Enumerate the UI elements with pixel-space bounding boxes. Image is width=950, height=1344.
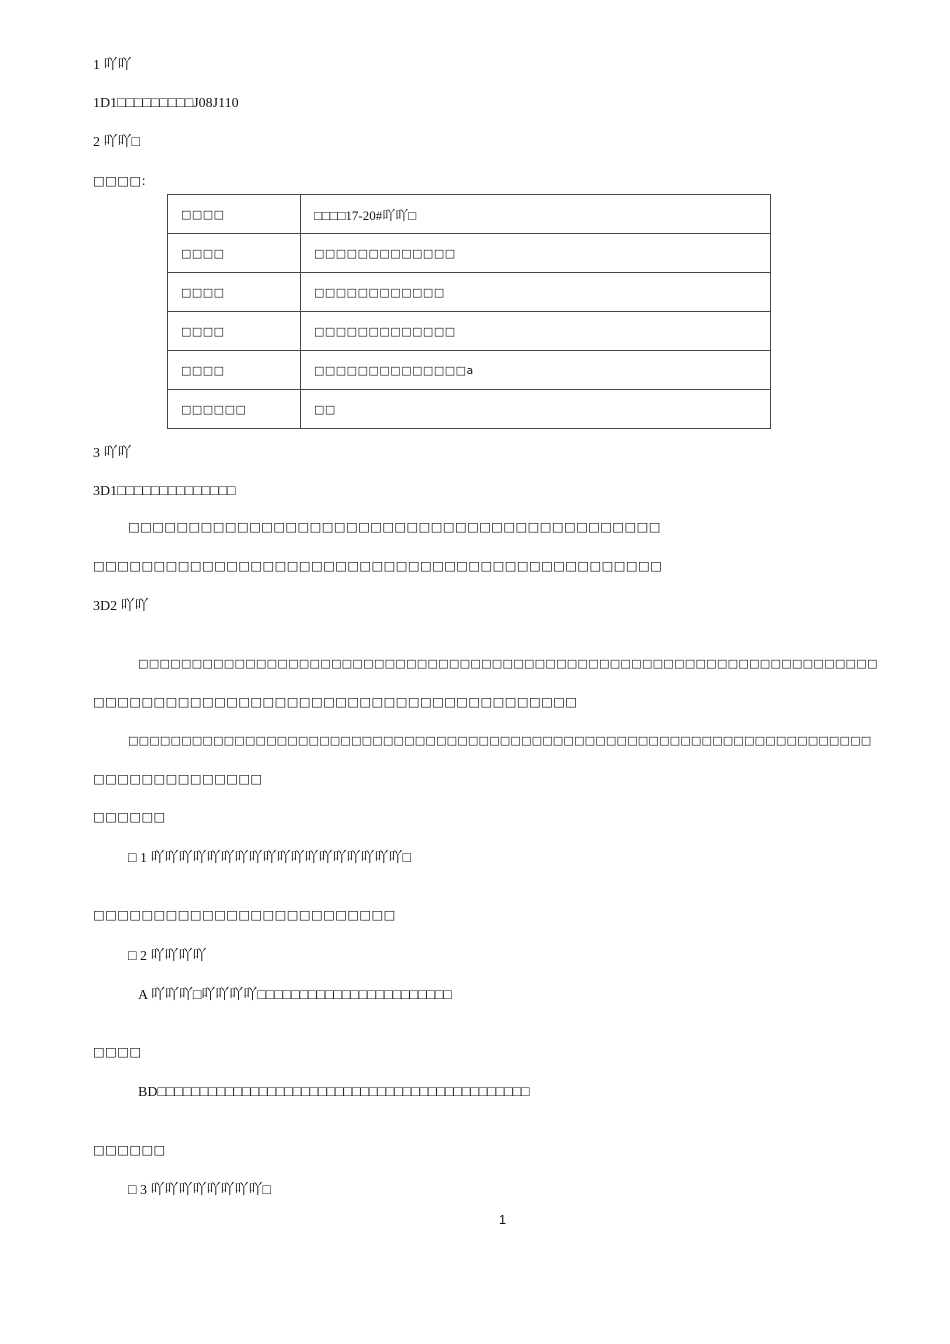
table-row	[168, 351, 771, 390]
table-key-cell: □□□□	[168, 312, 301, 351]
spec-table	[167, 194, 771, 429]
table-value-cell: □□	[301, 390, 771, 429]
table-value-cell: □□□□□□□□□□□□	[301, 273, 771, 312]
heading-1-1: 1D1□□□□□□□□□J08J110	[93, 96, 239, 111]
table-row	[168, 273, 771, 312]
table-row	[168, 390, 771, 429]
table-key-cell: □□□□	[168, 195, 301, 234]
paragraph-line: □□□□□□□□□□□□□□	[93, 771, 263, 786]
page-number: 1	[498, 1212, 507, 1227]
table-key-cell: □□□□	[168, 273, 301, 312]
heading-2: 2 吖吖□	[93, 135, 140, 150]
heading-3-2: 3D2 吖吖	[93, 599, 149, 614]
list-item: □ 2 吖吖吖吖	[128, 949, 207, 964]
table-intro: □□□□:	[93, 173, 146, 188]
table-key-cell: □□□□□□	[168, 390, 301, 429]
paragraph-line: □□□□□□□□□□□□□□□□□□□□□□□□□□□□□□□□□□□□□□□□□□□□□□□	[93, 558, 663, 573]
list-item: □ 1 吖吖吖吖吖吖吖吖吖吖吖吖吖吖吖吖吖吖□	[128, 851, 411, 866]
table-row	[168, 234, 771, 273]
paragraph-line: □□□□□□□□□□□□□□□□□□□□□□□□□□□□□□□□□□□□□□□□	[93, 694, 578, 709]
table-key-cell: □□□□	[168, 234, 301, 273]
paragraph-line: □□□□□□□□□□□□□□□□□□□□□□□□□□□□□□□□□□□□□□□□□□□□□□□□□□□□□□□□□□□□□□□□□□□□□	[138, 657, 878, 670]
list-subitem-continuation: □□□□	[93, 1044, 142, 1059]
list-subitem: A 吖吖吖□吖吖吖吖□□□□□□□□□□□□□□□□□□□□□□□	[138, 988, 452, 1003]
list-subitem: BD□□□□□□□□□□□□□□□□□□□□□□□□□□□□□□□□□□□□□□□□□□□□	[138, 1085, 530, 1100]
heading-1: 1 吖吖	[93, 58, 132, 73]
table-value-cell: □□□□□□□□□□□□□□a	[301, 351, 771, 390]
list-item: □ 3 吖吖吖吖吖吖吖吖□	[128, 1183, 271, 1198]
table-key-cell: □□□□	[168, 351, 301, 390]
table-row	[168, 195, 771, 234]
table-value-cell: □□□□□□□□□□□□□	[301, 312, 771, 351]
table-value-cell: □□□□□□□□□□□□□	[301, 234, 771, 273]
subheading: □□□□□□	[93, 1142, 166, 1157]
paragraph-line: □□□□□□□□□□□□□□□□□□□□□□□□□□□□□□□□□□□□□□□□□□□□□□□□□□□□□□□□□□□□□□□□□□□□□□	[128, 734, 872, 747]
paragraph-line: □□□□□□□□□□□□□□□□□□□□□□□□□□□□□□□□□□□□□□□□□□□□	[128, 519, 661, 534]
heading-3-1: 3D1□□□□□□□□□□□□□□	[93, 484, 236, 499]
list-item-continuation: □□□□□□□□□□□□□□□□□□□□□□□□□	[93, 907, 396, 922]
heading-3: 3 吖吖	[93, 446, 132, 461]
table-row	[168, 312, 771, 351]
subheading: □□□□□□	[93, 809, 166, 824]
table-value-cell: □□□□17-20#吖吖□	[301, 195, 771, 234]
